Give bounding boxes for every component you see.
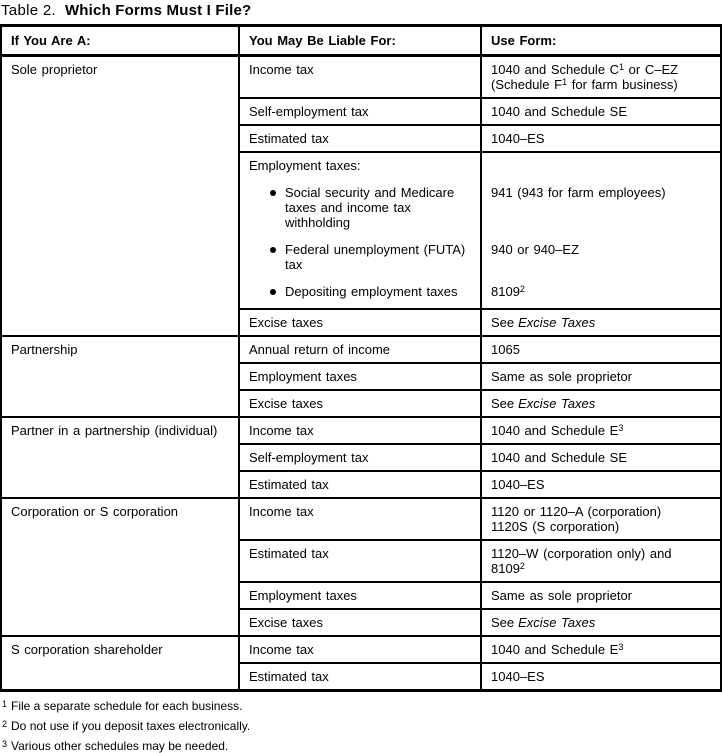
form-text: 8109 bbox=[491, 284, 520, 299]
footnote-ref: 3 bbox=[618, 642, 624, 652]
form-cell bbox=[481, 636, 721, 663]
bullet-text: Social security and Medicare taxes and income tax withholding bbox=[285, 185, 455, 230]
form-cell bbox=[481, 309, 721, 336]
liable-cell: Employment taxes: bbox=[239, 152, 481, 173]
liable-cell: Excise taxes bbox=[239, 390, 481, 417]
who-cell: S corporation shareholder bbox=[1, 636, 239, 691]
form-cell: 1040 and Schedule SE bbox=[481, 444, 721, 471]
liable-cell bbox=[239, 173, 481, 230]
footnote-ref: 2 bbox=[519, 284, 525, 294]
footnote-marker: 2 bbox=[2, 719, 8, 729]
liable-cell bbox=[239, 272, 481, 309]
form-cell bbox=[481, 609, 721, 636]
bullet-icon bbox=[270, 289, 276, 295]
which-forms-table bbox=[0, 24, 722, 692]
column-header-if-you-are: If You Are A: bbox=[1, 26, 239, 56]
footnote-marker: 3 bbox=[2, 739, 8, 749]
bullet-item bbox=[270, 284, 472, 299]
form-text: 8109 bbox=[491, 561, 520, 576]
form-line bbox=[491, 561, 712, 576]
form-cell bbox=[481, 417, 721, 444]
bullet-text: Federal unemployment (FUTA) tax bbox=[285, 242, 466, 272]
footnotes bbox=[2, 699, 721, 753]
table-number-label: Table 2. bbox=[1, 2, 56, 19]
form-text: (Schedule F bbox=[491, 77, 563, 92]
liable-cell: Income tax bbox=[239, 498, 481, 540]
who-cell: Corporation or S corporation bbox=[1, 498, 239, 636]
liable-cell: Estimated tax bbox=[239, 125, 481, 152]
footnote-text: Do not use if you deposit taxes electronically. bbox=[11, 719, 251, 733]
footnote bbox=[2, 719, 721, 733]
footnote-ref: 1 bbox=[619, 62, 625, 72]
liable-cell bbox=[239, 230, 481, 272]
liable-cell: Annual return of income bbox=[239, 336, 481, 363]
form-text: for farm business) bbox=[567, 77, 678, 92]
form-reference-italic: Excise Taxes bbox=[518, 315, 596, 330]
bullet-item bbox=[270, 185, 472, 230]
liable-cell: Excise taxes bbox=[239, 609, 481, 636]
table-heading: Which Forms Must I File? bbox=[64, 2, 252, 19]
form-cell bbox=[481, 498, 721, 540]
form-text: 1040 and Schedule C bbox=[491, 62, 620, 77]
table-row bbox=[1, 336, 721, 363]
who-cell: Partner in a partnership (individual) bbox=[1, 417, 239, 498]
liable-cell: Self-employment tax bbox=[239, 98, 481, 125]
form-line: 1120S (S corporation) bbox=[491, 519, 620, 534]
liable-cell: Self-employment tax bbox=[239, 444, 481, 471]
footnote-ref: 1 bbox=[562, 77, 568, 87]
form-text: 1040 and Schedule E bbox=[491, 642, 619, 657]
liable-cell: Estimated tax bbox=[239, 471, 481, 498]
bullet-item bbox=[270, 242, 472, 272]
liable-cell: Excise taxes bbox=[239, 309, 481, 336]
liable-cell: Employment taxes bbox=[239, 363, 481, 390]
column-header-liable-for: You May Be Liable For: bbox=[239, 26, 481, 56]
form-line: 1120 or 1120–A (corporation) bbox=[491, 504, 662, 519]
form-cell: 941 (943 for farm employees) bbox=[481, 173, 721, 230]
form-line bbox=[491, 62, 712, 77]
form-cell: 940 or 940–EZ bbox=[481, 230, 721, 272]
footnote-ref: 3 bbox=[618, 423, 624, 433]
footnote-marker: 1 bbox=[2, 699, 8, 709]
who-cell: Sole proprietor bbox=[1, 56, 239, 337]
liable-cell: Estimated tax bbox=[239, 663, 481, 691]
form-reference-italic: Excise Taxes bbox=[518, 615, 596, 630]
form-text: 1040 and Schedule E bbox=[491, 423, 619, 438]
table-row bbox=[1, 498, 721, 540]
form-cell: Same as sole proprietor bbox=[481, 363, 721, 390]
form-text: See bbox=[491, 615, 515, 630]
liable-cell: Estimated tax bbox=[239, 540, 481, 582]
liable-cell: Employment taxes bbox=[239, 582, 481, 609]
form-cell: 1040 and Schedule SE bbox=[481, 98, 721, 125]
liable-cell: Income tax bbox=[239, 56, 481, 99]
column-header-use-form: Use Form: bbox=[481, 26, 721, 56]
form-line bbox=[491, 77, 712, 92]
form-text: or C–EZ bbox=[624, 62, 679, 77]
form-text: See bbox=[491, 396, 515, 411]
footnote-ref: 2 bbox=[519, 561, 525, 571]
table-row bbox=[1, 56, 721, 99]
form-line: 1120–W (corporation only) and bbox=[491, 546, 672, 561]
page-title bbox=[1, 2, 721, 19]
form-cell: 1040–ES bbox=[481, 471, 721, 498]
form-cell bbox=[481, 390, 721, 417]
bullet-icon bbox=[270, 247, 276, 253]
form-cell bbox=[481, 56, 721, 99]
form-cell: 1040–ES bbox=[481, 663, 721, 691]
bullet-text: Depositing employment taxes bbox=[285, 284, 458, 299]
footnote bbox=[2, 739, 721, 753]
table-row bbox=[1, 636, 721, 663]
footnote-text: Various other schedules may be needed. bbox=[11, 739, 229, 753]
bullet-icon bbox=[270, 190, 276, 196]
form-cell: Same as sole proprietor bbox=[481, 582, 721, 609]
form-cell bbox=[481, 152, 721, 173]
form-cell bbox=[481, 540, 721, 582]
form-cell: 1040–ES bbox=[481, 125, 721, 152]
form-text: See bbox=[491, 315, 515, 330]
who-cell: Partnership bbox=[1, 336, 239, 417]
liable-cell: Income tax bbox=[239, 417, 481, 444]
header-row bbox=[1, 26, 721, 56]
footnote bbox=[2, 699, 721, 713]
form-cell bbox=[481, 272, 721, 309]
liable-cell: Income tax bbox=[239, 636, 481, 663]
footnote-text: File a separate schedule for each business. bbox=[11, 699, 243, 713]
form-cell: 1065 bbox=[481, 336, 721, 363]
form-reference-italic: Excise Taxes bbox=[518, 396, 596, 411]
table-row bbox=[1, 417, 721, 444]
